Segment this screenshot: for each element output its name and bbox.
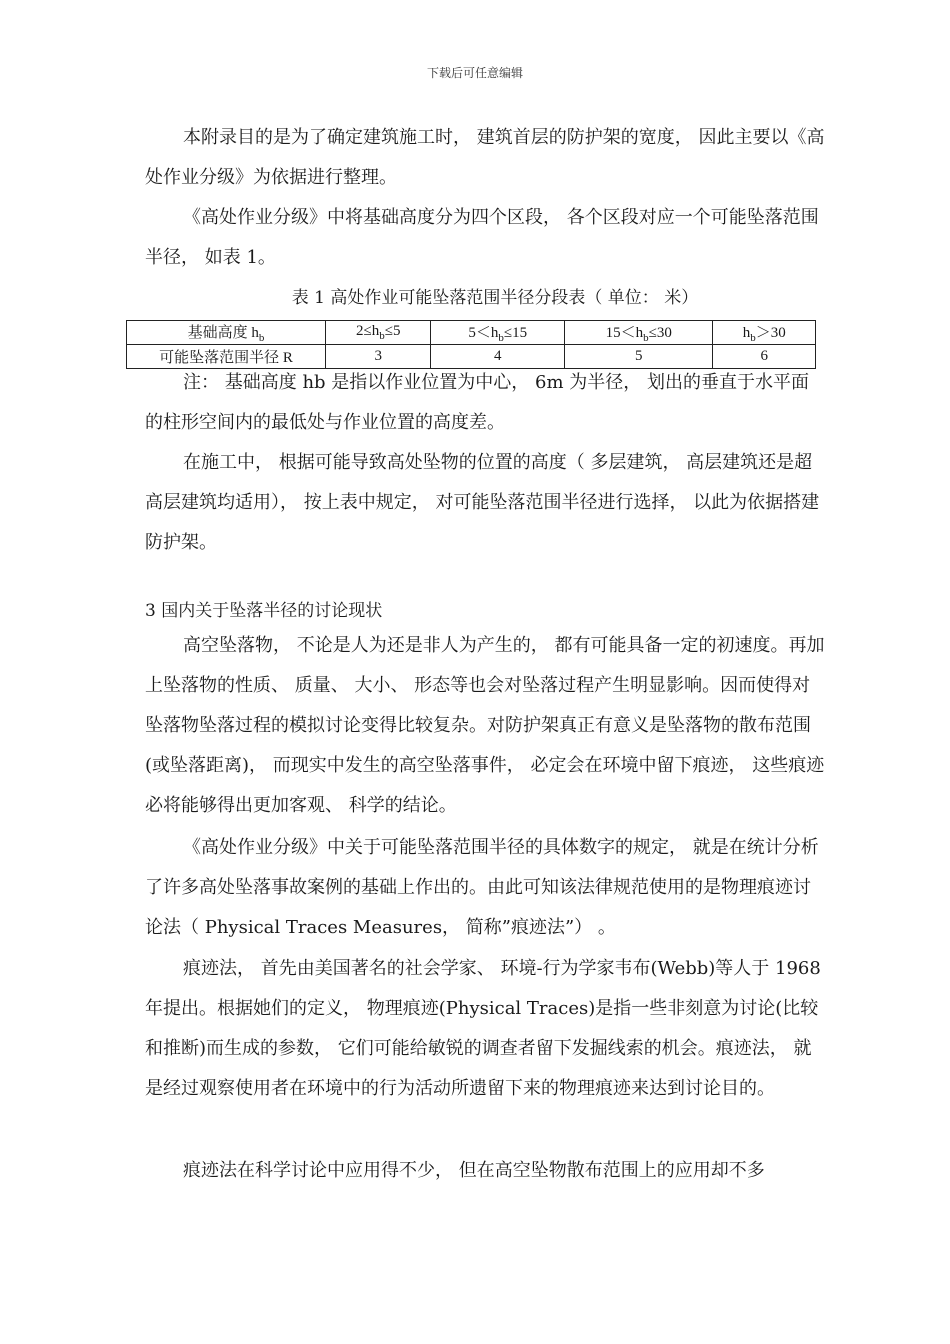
table-caption: 表 1 高处作业可能坠落范围半径分段表（ 单位： 米） [291,288,699,308]
table-cell: 4 [431,345,565,369]
table-row-height [127,321,816,345]
paragraph-falling-objects: 高空坠落物， 不论是人为还是非人为产生的， 都有可能具备一定的初速度。再加上坠落物的性质、 质量、 大小、 形态等也会对坠落过程产生明显影响。因而使得对坠落物坠落过程的模拟讨论变得比较复杂。对防护架真正有意义是坠落物的散布范围(或坠落距离)， 而现实中发生的高空坠落事件， 必定会在环境中留下痕迹， 这些痕迹必将能够得出更加客观、 科学的结论。 [145,635,825,816]
table-cell: 6 [713,345,816,369]
section-heading: 3 国内关于坠落半径的讨论现状 [145,601,383,621]
table-cell: $5<h_b\le 15$ [431,321,565,345]
table-cell: 5 [565,345,713,369]
paragraph-statistics: 《高处作业分级》中关于可能坠落范围半径的具体数字的规定， 就是在统计分析了许多高处坠落事故案例的基础上作出的。由此可知该法律规范使用的是物理痕迹讨论法（ Physical Traces Measures， 简称”痕迹法”） 。 [145,837,819,938]
table-cell: 3 [326,345,431,369]
table-header-cell: 可能坠落范围半径 R [127,345,326,369]
table-header-cell: 基础高度 $h_b$ [127,321,326,345]
table-cell: $2\le h_b\le 5$ [326,321,431,345]
paragraph-trace-method: 痕迹法， 首先由美国著名的社会学家、 环境-行为学家韦布(Webb)等人于 1968 年提出。根据她们的定义， 物理痕迹(Physical Traces)是指一些非刻意为讨论(比较和推断)而生成的参数， 它们可能给敏锐的调查者留下发掘线索的机会。痕迹法， 就是经过观察使用者在环境中的行为活动所遗留下来的物理痕迹来达到讨论目的。 [145,958,821,1099]
paragraph-height-segments: 《高处作业分级》中将基础高度分为四个区段， 各个区段对应一个可能坠落范围半径， 如表 1。 [145,207,819,268]
fall-radius-table [126,320,816,369]
table-cell: $15<h_b\le 30$ [565,321,713,345]
paragraph-purpose: 本附录目的是为了确定建筑施工时， 建筑首层的防护架的宽度， 因此主要以《高处作业分级》为依据进行整理。 [145,127,825,188]
paragraph-construction: 在施工中， 根据可能导致高处坠物的位置的高度（ 多层建筑， 高层建筑还是超高层建筑均适用）， 按上表中规定， 对可能坠落范围半径进行选择， 以此为依据搭建防护架。 [145,452,820,553]
page-header: 下载后可任意编辑 [426,66,523,80]
paragraph-trace-application: 痕迹法在科学讨论中应用得不少， 但在高空坠物散布范围上的应用却不多 [183,1160,765,1181]
table-cell: $h_b>30$ [713,321,816,345]
table-note: 注： 基础高度 hb 是指以作业位置为中心， 6m 为半径， 划出的垂直于水平面的柱形空间内的最低处与作业位置的高度差。 [145,372,809,433]
